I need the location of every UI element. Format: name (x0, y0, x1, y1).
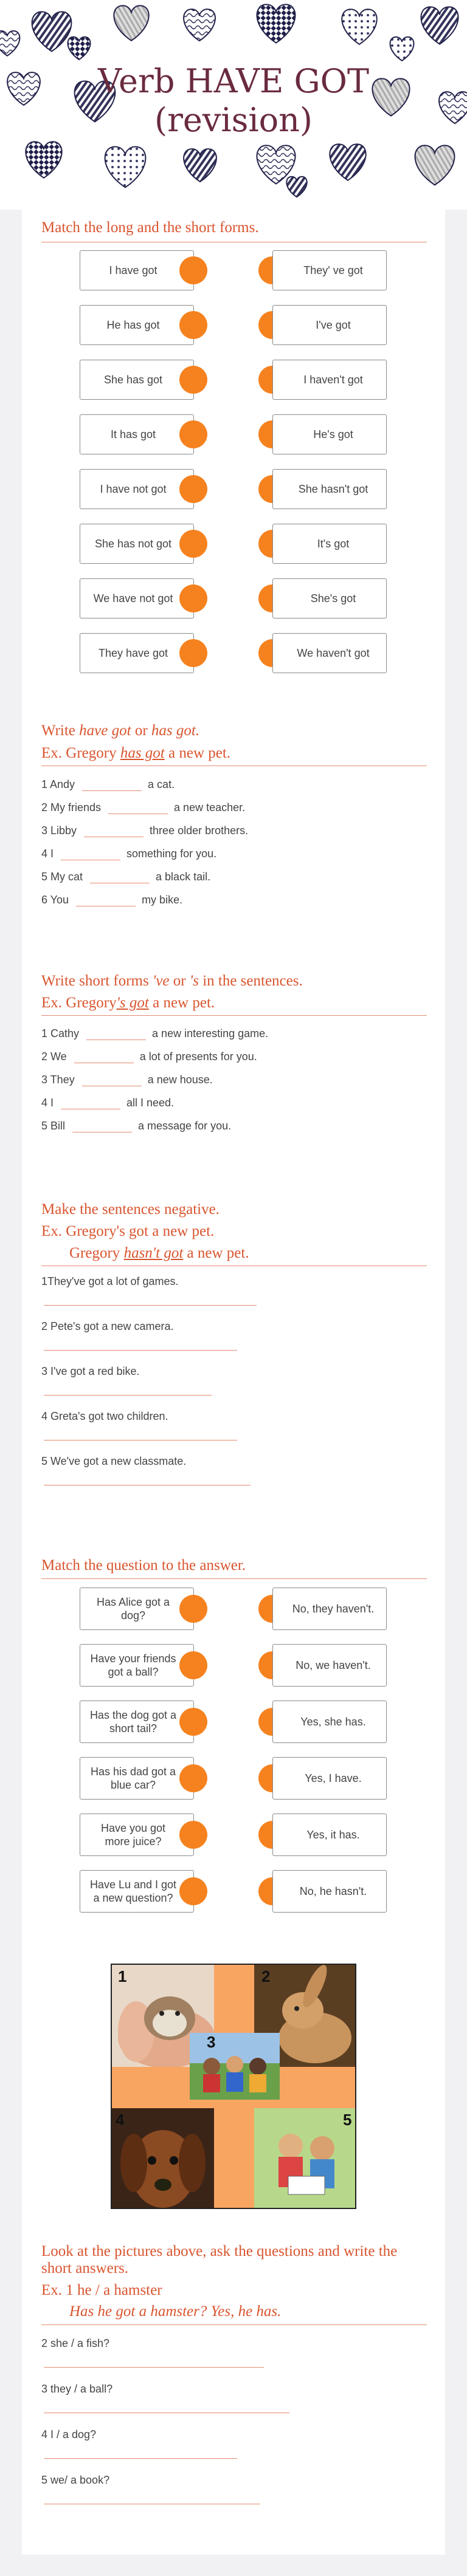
match-dot[interactable] (179, 420, 207, 448)
match-left-card: She has got (80, 360, 194, 400)
item-subject: 2 My friends (41, 801, 102, 814)
exercise-item (41, 1027, 268, 1040)
heart-shape (421, 7, 458, 44)
example-text: Gregory (69, 1245, 124, 1261)
match-dot[interactable] (179, 366, 207, 394)
answer-line[interactable] (44, 1305, 257, 1306)
example-answer: 's got (116, 995, 149, 1011)
section3-divider (41, 1015, 427, 1016)
exercise-item: 5 We've got a new classmate. (41, 1455, 187, 1467)
item-rest: a new interesting game. (152, 1027, 269, 1040)
section4-example-2 (69, 1244, 249, 1262)
example-text: Ex. Gregory (41, 745, 120, 761)
item-subject: 1 Andy (41, 778, 75, 790)
match-dot[interactable] (179, 639, 207, 667)
item-subject: 1 Cathy (41, 1027, 80, 1040)
exercise-item (41, 1073, 213, 1086)
match-left-card: It has got (80, 414, 194, 454)
book-image (254, 2108, 356, 2209)
item-rest: a new house. (147, 1074, 213, 1086)
match-left-card: They have got (80, 633, 194, 673)
example-answer: hasn't got (123, 1245, 184, 1261)
section3-title (41, 972, 303, 990)
answer-blank[interactable] (108, 803, 168, 814)
answer-blank[interactable] (86, 1029, 146, 1040)
example-text: Ex. Gregory (41, 995, 117, 1011)
picture-number-3: 3 (207, 2033, 216, 2051)
match-right-card: He's got (272, 414, 387, 454)
picture-number-1: 1 (118, 1967, 127, 1985)
item-rest: a cat. (148, 778, 175, 790)
match-right-card: I haven't got (272, 360, 387, 400)
match-dot[interactable] (179, 475, 207, 503)
picture-children (190, 2033, 280, 2100)
answer-blank[interactable] (90, 872, 150, 883)
match-dot[interactable] (179, 1651, 207, 1679)
match-left-card: Has Alice got a dog? (80, 1588, 194, 1630)
item-subject: 3 Libby (41, 824, 77, 837)
item-subject: 2 We (41, 1050, 67, 1063)
match-left-card: Have you got more juice? (80, 1814, 194, 1856)
title-text: or (169, 973, 190, 989)
answer-blank[interactable] (74, 1052, 134, 1063)
exercise-item (41, 778, 175, 791)
title-italic: 've (152, 973, 170, 989)
match-right-card: She's got (272, 578, 387, 618)
heart-shape (342, 9, 376, 44)
match-right-card: No, they haven't. (272, 1588, 387, 1630)
exercise-item: 4 I / a dog? (41, 2428, 97, 2441)
title-italic: 's (189, 973, 199, 989)
exercise-item (41, 1050, 257, 1063)
title-line-2: (revision) (154, 101, 313, 139)
heart-shape (0, 31, 19, 56)
exercise-item (41, 847, 216, 860)
exercise-item: 2 Pete's got a new camera. (41, 1320, 174, 1332)
title-italic: has got. (151, 722, 200, 739)
match-right-card: I've got (272, 305, 387, 345)
picture-number-2: 2 (261, 1967, 271, 1985)
match-left-card: Have Lu and I got a new question? (80, 1870, 194, 1913)
answer-line[interactable] (44, 1395, 212, 1396)
section6-example-1: Ex. 1 he / a hamster (41, 2282, 162, 2298)
answer-line[interactable] (44, 2458, 237, 2459)
heart-shape (184, 149, 216, 182)
heart-shape (330, 144, 365, 180)
match-left-card: I have not got (80, 469, 194, 509)
section3-example (41, 994, 215, 1012)
title-line-1: Verb HAVE GOT (98, 62, 369, 100)
heart-shape (114, 5, 148, 41)
header-banner (0, 0, 467, 210)
match-right-card: It's got (272, 524, 387, 564)
match-dot[interactable] (179, 1821, 207, 1849)
title-italic: have got (79, 722, 131, 739)
answer-blank[interactable] (76, 896, 136, 906)
section6-example-2: Has he got a hamster? Yes, he has. (69, 2303, 282, 2320)
answer-blank[interactable] (82, 1075, 142, 1086)
exercise-item: 1They've got a lot of games. (41, 1275, 179, 1287)
picture-number-5: 5 (343, 2111, 352, 2129)
answer-blank[interactable] (61, 849, 120, 860)
item-rest: a new teacher. (174, 801, 246, 814)
item-subject: 5 Bill (41, 1120, 66, 1132)
match-dot[interactable] (179, 1877, 207, 1905)
exercise-item (41, 1119, 231, 1132)
match-right-card: No, he hasn't. (272, 1870, 387, 1913)
answer-blank[interactable] (72, 1122, 132, 1132)
exercise-item (41, 824, 248, 837)
exercise-item (41, 870, 210, 883)
title-text: Write (41, 722, 80, 739)
answer-blank[interactable] (84, 826, 144, 837)
item-rest: three older brothers. (150, 824, 249, 837)
match-left-card: Have your friends got a ball? (80, 1644, 194, 1687)
heart-shape (184, 9, 215, 41)
match-right-card: Yes, she has. (272, 1701, 387, 1743)
exercise-item (41, 893, 182, 906)
section5-title: Match the question to the answer. (41, 1557, 246, 1574)
match-right-card: Yes, I have. (272, 1757, 387, 1800)
heart-shape (26, 142, 61, 178)
item-rest: a black tail. (156, 871, 211, 883)
heart-shape (415, 145, 455, 185)
heart-shape (67, 37, 90, 60)
example-text: a new pet. (164, 745, 231, 761)
exercise-item: 2 she / a fish? (41, 2337, 110, 2349)
exercise-item: 4 Greta's got two children. (41, 1410, 168, 1422)
section1-title: Match the long and the short forms. (41, 219, 259, 236)
item-subject: 5 My cat (41, 871, 83, 883)
section2-example (41, 744, 230, 762)
heart-shape (257, 4, 295, 43)
title-text: or (131, 722, 151, 739)
section5-divider (41, 1578, 427, 1579)
dog-image (112, 2108, 214, 2209)
match-left-card: Has his dad got a blue car? (80, 1757, 194, 1800)
item-rest: a lot of presents for you. (139, 1050, 257, 1063)
item-rest: a message for you. (138, 1120, 232, 1132)
match-dot[interactable] (179, 584, 207, 612)
match-dot[interactable] (179, 530, 207, 558)
title-text: in the sentences. (198, 973, 303, 989)
item-subject: 4 I (41, 848, 54, 860)
exercise-item (41, 1096, 174, 1109)
answer-blank[interactable] (82, 780, 142, 791)
exercise-item (41, 801, 245, 814)
match-right-card: Yes, it has. (272, 1814, 387, 1856)
example-answer: has got (120, 745, 165, 761)
item-rest: my bike. (142, 894, 183, 906)
heart-shape (286, 177, 306, 197)
heart-shape (105, 146, 146, 187)
picture-dog (112, 2108, 214, 2209)
section6-divider (41, 2324, 427, 2325)
title-text: Write short forms (41, 973, 153, 989)
match-right-card: No, we haven't. (272, 1644, 387, 1687)
children-image (190, 2033, 280, 2100)
exercise-item: 3 I've got a red bike. (41, 1365, 140, 1377)
example-text: a new pet. (148, 995, 215, 1011)
exercise-item: 3 they / a ball? (41, 2383, 113, 2395)
answer-blank[interactable] (61, 1098, 120, 1109)
match-right-card: She hasn't got (272, 469, 387, 509)
exercise-item: 5 we/ a book? (41, 2474, 110, 2486)
match-left-card: I have got (80, 250, 194, 290)
picture-number-4: 4 (116, 2111, 125, 2129)
heart-shape (390, 37, 414, 61)
answer-line[interactable] (44, 2367, 264, 2368)
item-subject: 3 They (41, 1074, 75, 1086)
match-dot[interactable] (179, 1708, 207, 1736)
example-text: a new pet. (183, 1245, 249, 1261)
heart-shape (32, 12, 72, 51)
section6-title: Look at the pictures above, ask the questions and write the short answers. (41, 2243, 398, 2276)
item-subject: 6 You (41, 894, 69, 906)
page-title (0, 62, 467, 140)
match-left-card: He has got (80, 305, 194, 345)
section4-title: Make the sentences negative. (41, 1201, 220, 1218)
item-subject: 4 I (41, 1097, 54, 1109)
picture-book (254, 2108, 356, 2209)
match-dot[interactable] (179, 256, 207, 284)
section4-example-1: Ex. Gregory's got a new pet. (41, 1223, 215, 1239)
match-left-card: Has the dog got a short tail? (80, 1701, 194, 1743)
match-right-card: They' ve got (272, 250, 387, 290)
answer-line[interactable] (44, 1350, 237, 1351)
match-right-card: We haven't got (272, 633, 387, 673)
match-left-card: She has not got (80, 524, 194, 564)
match-left-card: We have not got (80, 578, 194, 618)
match-dot[interactable] (179, 1595, 207, 1623)
section2-title (41, 722, 199, 740)
match-dot[interactable] (179, 1764, 207, 1792)
pictures-collage (111, 1964, 356, 2209)
match-dot[interactable] (179, 311, 207, 339)
item-rest: something for you. (126, 848, 217, 860)
item-rest: all I need. (126, 1097, 175, 1109)
